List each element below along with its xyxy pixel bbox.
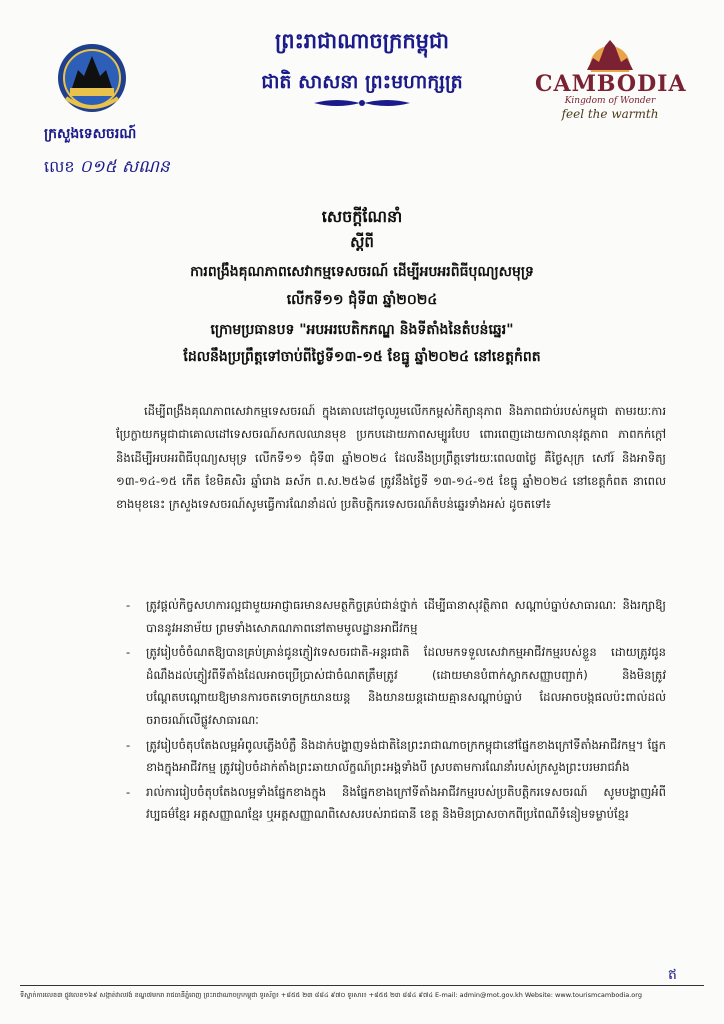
body-paragraph	[116, 400, 666, 516]
title-dates: ដែលនឹងប្រព្រឹត្តទៅចាប់ពីថ្ងៃទី១៣-១៥ ខែធ្នូ ឆ្នាំ២០២៤ នៅខេត្តកំពត	[183, 349, 541, 365]
brand-slogan: feel the warmth	[561, 107, 659, 121]
reference-label: លេខ	[44, 157, 75, 176]
list-item: - ត្រូវរៀបចំតុបតែងលម្អអំពូលភ្លើងបំភ្លឺ និងដាក់បង្ហាញទង់ជាតិនៃព្រះរាជាណាចក្រកម្ពុជានៅផ្នែកខាងក្រៅទីតាំងអាជីវកម្ម។ ផ្នែកខាងក្នុងអាជីវកម្ម ត្រូវរៀបចំដាក់តាំងព្រះឆាយាល័ក្ខណ៍ព្រះអង្គទាំងបី ស្របតាមការណែនាំរបស់ក្រសួងព្រះបរមរាជវាំង	[126, 737, 666, 775]
body-paragraph-text: ដើម្បីពង្រឹងគុណភាពសេវាកម្មទេសចរណ៍ ក្នុងគោលដៅចូលរួមលើកកម្ពស់កិត្យានុភាព និងភាពជាប់របស់កម្ពុជា តាមរយៈការប្រែក្លាយកម្ពុជាជាគោលដៅទេសចរណ៍សកលឈានមុខ ប្រកបដោយភាពសម្បូរបែប ពោរពេញដោយកាលានុវត្តភាព ភាពកក់ក្តៅ និងដើម្បីអបអរពិធីបុណ្យសមុទ្រ លើកទី១១ ជុំទី៣ ឆ្នាំ២០២៤ ដែលនឹងប្រព្រឹត្តទៅរយៈពេល៣ថ្ងៃ គឺថ្ងៃសុក្រ សៅរ៍ និងអាទិត្យ ១៣-១៤-១៥ កើត ខែមិគសិរ ឆ្នាំរោង ឆស័ក ព.ស.២៥៦៨ ត្រូវនឹងថ្ងៃទី ១៣-១៤-១៥ ខែធ្នូ ឆ្នាំ២០២៤ នៅខេត្តកំពត នាពេលខាងមុខនេះ ក្រសួងទេសចរណ៍សូមធ្វើការណែនាំដល់ ប្រតិបត្តិករទេសចរណ៍តំបន់ឆ្នេរទាំងអស់ ដូចតទៅ៖	[116, 404, 666, 512]
cambodia-brand-logo	[535, 36, 685, 136]
instruction-list	[116, 594, 666, 828]
kingdom-heading: ព្រះរាជាណាចក្រកម្ពុជា	[274, 29, 449, 53]
list-item: - ត្រូវផ្តល់កិច្ចសហការល្អជាមួយអាជ្ញាធរមានសមត្ថកិច្ចគ្រប់ជាន់ថ្នាក់ ដើម្បីធានាសុវត្ថិភាព សណ្តាប់ធ្នាប់សាធារណៈ និងរក្សាឱ្យបាននូវអនាម័យ ព្រមទាំងសោភណភាពនៅតាមមូលដ្ឋានអាជីវកម្ម	[126, 598, 666, 635]
initial-mark: ឥ	[668, 967, 677, 983]
title-regarding: ស្តីពី	[350, 233, 374, 251]
ministry-emblem-icon	[56, 40, 128, 118]
national-motto: ជាតិ សាសនា ព្រះមហាក្សត្រ	[261, 71, 463, 93]
title-edition: លើកទី១១ ជុំទី៣ ឆ្នាំ២០២៤	[286, 292, 438, 308]
title-subject: ការពង្រឹងគុណភាពសេវាកម្មទេសចរណ៍ ដើម្បីអបអរពិធីបុណ្យសមុទ្រ	[190, 264, 534, 280]
list-item-text: ត្រូវរៀបចំតុបតែងលម្អអំពូលភ្លើងបំភ្លឺ និងដាក់បង្ហាញទង់ជាតិនៃព្រះរាជាណាចក្រកម្ពុជានៅផ្នែកខាងក្រៅទីតាំងអាជីវកម្ម។ ផ្នែកខាងក្នុងអាជីវកម្ម ត្រូវរៀបចំដាក់តាំងព្រះឆាយាល័ក្ខណ៍ព្រះអង្គទាំងបី ស្របតាមការណែនាំរបស់ក្រសួងព្រះបរមរាជវាំង	[146, 737, 666, 775]
document-title: សេចក្តីណែនាំ	[321, 207, 403, 226]
footer-address: ទីស្នាក់ការលេខ៣ ផ្លូវលេខ១៦៩ សង្កាត់វាលវង់ ខណ្ឌ៧មករា រាជធានីភ្នំពេញ ព្រះរាជាណាចក្រកម្ពុជា ទូរស័ព្ទ៖ +៨៥៥ ២៣ ៨៨៤ ៩៧០ ទូរសារ៖ +៨៥៥ ២៣ ៨៨៤ ៩៧៤ E-mail: admin@mot.gov.kh Website: www.tourismcambodia.org	[20, 991, 642, 999]
reference-number	[44, 156, 170, 181]
list-item-text: រាល់ការរៀបចំតុបតែងលម្អទាំងផ្នែកខាងក្នុង និងផ្នែកខាងក្រៅទីតាំងអាជីវកម្មរបស់ប្រតិបត្តិករទេសចរណ៍ សូមបង្ហាញអំពីវប្បធម៌ខ្មែរ អត្តសញ្ញាណខ្មែរ ឬអត្តសញ្ញាណពិសេសរបស់រាជធានី ខេត្ត និងមិនប្រាសចាកពីប្រពៃណីទំនៀមទម្លាប់ខ្មែរ	[146, 784, 666, 822]
list-item: - រាល់ការរៀបចំតុបតែងលម្អទាំងផ្នែកខាងក្នុង និងផ្នែកខាងក្រៅទីតាំងអាជីវកម្មរបស់ប្រតិបត្តិករទេសចរណ៍ សូមបង្ហាញអំពីវប្បធម៌ខ្មែរ អត្តសញ្ញាណខ្មែរ ឬអត្តសញ្ញាណពិសេសរបស់រាជធានី ខេត្ត និងមិនប្រាសចាកពីប្រពៃណីទំនៀមទម្លាប់ខ្មែរ	[126, 784, 666, 822]
list-item-text: ត្រូវរៀបចំចំណតឱ្យបានគ្រប់គ្រាន់ជូនភ្ញៀវទេសចរជាតិ-អន្តរជាតិ ដែលមកទទួលសេវាកម្មអាជីវកម្មរបស់ខ្លួន ដោយត្រូវជូនដំណឹងដល់ភ្ញៀវពីទីតាំងដែលអាចប្រើប្រាស់ជាចំណតត្រឹមត្រូវ (ដោយមានបំពាក់ស្លាកសញ្ញាបញ្ជាក់) និងមិនត្រូវបណ្តែតបណ្តោយឱ្យមានការចតទោចក្រយានយន្ត និងយានយន្តដោយគ្មានសណ្តាប់ធ្នាប់ ដែលអាចបង្កផលប៉ះពាល់ដល់ចរាចរណ៍លើផ្លូវសាធារណៈ	[146, 645, 666, 727]
footer-divider	[20, 985, 704, 986]
list-item: - ត្រូវរៀបចំចំណតឱ្យបានគ្រប់គ្រាន់ជូនភ្ញៀវទេសចរជាតិ-អន្តរជាតិ ដែលមកទទួលសេវាកម្មអាជីវកម្មរបស់ខ្លួន ដោយត្រូវជូនដំណឹងដល់ភ្ញៀវពីទីតាំងដែលអាចប្រើប្រាស់ជាចំណតត្រឹមត្រូវ (ដោយមានបំពាក់ស្លាកសញ្ញាបញ្ជាក់) និងមិនត្រូវបណ្តែតបណ្តោយឱ្យមានការចតទោចក្រយានយន្ត និងយានយន្តដោយគ្មានសណ្តាប់ធ្នាប់ ដែលអាចបង្កផលប៉ះពាល់ដល់ចរាចរណ៍លើផ្លូវសាធារណៈ	[126, 645, 666, 727]
ministry-name: ក្រសួងទេសចរណ៍	[44, 126, 137, 142]
ornament-divider-icon	[312, 97, 412, 109]
brand-word: CAMBODIA	[535, 71, 687, 97]
list-item-text: ត្រូវផ្តល់កិច្ចសហការល្អជាមួយអាជ្ញាធរមានសមត្ថកិច្ចគ្រប់ជាន់ថ្នាក់ ដើម្បីធានាសុវត្ថិភាព សណ្តាប់ធ្នាប់សាធារណៈ និងរក្សាឱ្យបាននូវអនាម័យ ព្រមទាំងសោភណភាពនៅតាមមូលដ្ឋានអាជីវកម្ម	[146, 598, 666, 635]
reference-value: ០១៥ សណន	[79, 157, 170, 177]
angkor-sunset-icon	[575, 36, 645, 72]
brand-tagline: Kingdom of Wonder	[564, 96, 656, 106]
title-theme: ក្រោមប្រធានបទ "អបអរបេតិកភណ្ឌ និងទីតាំងនៃតំបន់ឆ្នេរ"	[210, 322, 514, 338]
